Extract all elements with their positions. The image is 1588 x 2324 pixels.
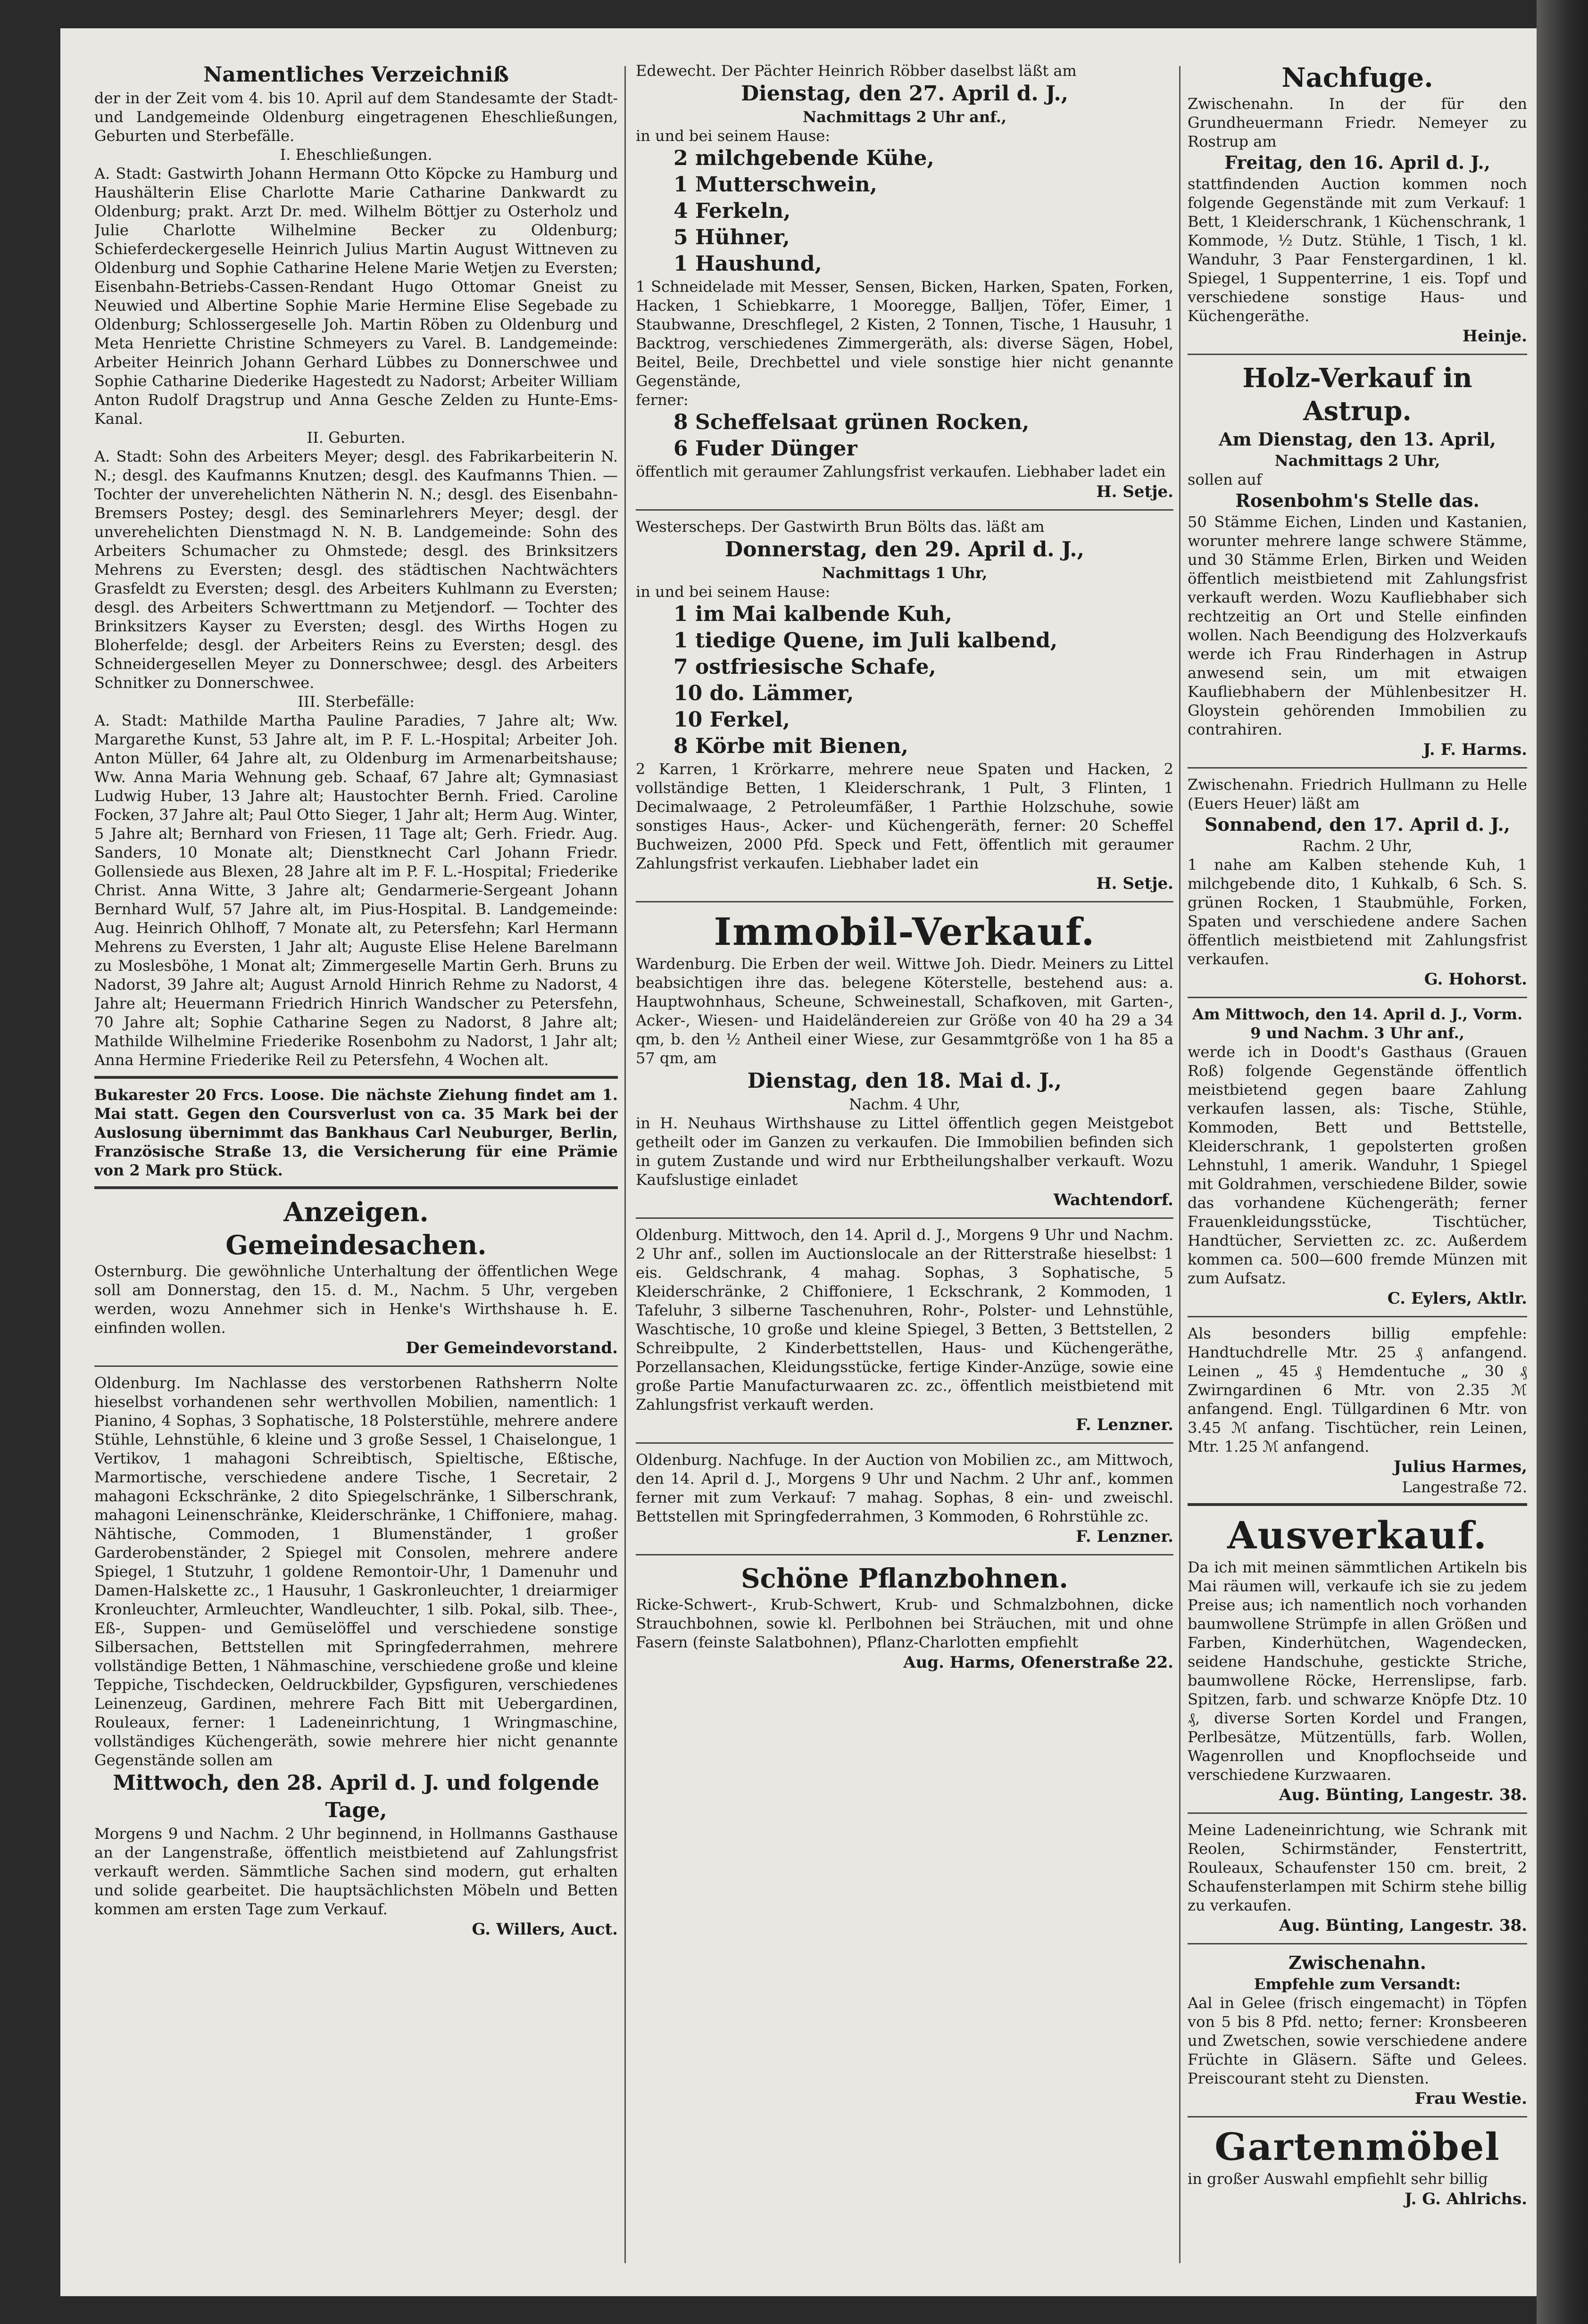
holz-place: Rosenbohm's Stelle das. xyxy=(1235,490,1480,511)
register-section-heading: II. Geburten. xyxy=(307,429,406,447)
list-item: 6 Fuder Dünger xyxy=(673,437,857,461)
register-title: Namentliches Verzeichniß xyxy=(203,63,509,87)
signature: Heinje. xyxy=(1462,327,1527,346)
auction-ferner: ferner: xyxy=(636,391,689,409)
signature: Aug. Harms, Ofenerstraße 22. xyxy=(903,1653,1173,1672)
signature: Aug. Bünting, Langestr. 38. xyxy=(1279,1786,1527,1804)
nachfuge-intro: Zwischenahn. In der für den Grundheuermann Friedr. Nemeyer zu Rostrup am xyxy=(1188,95,1527,150)
signature: Julius Harmes, xyxy=(1394,1457,1527,1476)
signature: H. Setje. xyxy=(1096,482,1173,501)
divider xyxy=(94,1186,618,1189)
column-rule xyxy=(1179,66,1181,2263)
signature: F. Lenzner. xyxy=(1076,1415,1173,1434)
list-item: 8 Körbe mit Bienen, xyxy=(673,734,908,758)
list-item: 8 Scheffelsaat grünen Rocken, xyxy=(673,410,1030,434)
bohnen-heading: Schöne Pflanzbohnen. xyxy=(741,1563,1068,1594)
auction-closing: öffentlich mit geraumer Zahlungsfrist verkaufen. Liebhaber ladet ein xyxy=(636,463,1166,480)
divider xyxy=(94,1365,618,1367)
bukarest-notice: Bukarester 20 Frcs. Loose. Die nächste Ziehung findet am 1. Mai statt. Gegen den Coursverlust von ca. 35 Mark bei der Auslosung übernimmt das Bankhaus Carl Neuburger, Berlin, Französische Straße 13, die Versicherung für eine Prämie von 2 Mark pro Stück. xyxy=(94,1086,618,1179)
signature: H. Setje. xyxy=(1096,874,1173,893)
signature: F. Lenzner. xyxy=(1076,1527,1173,1546)
signature: G. Willers, Auct. xyxy=(472,1920,618,1939)
list-item: 4 Ferkeln, xyxy=(673,199,791,223)
divider xyxy=(1188,997,1527,998)
zwischenahn-details: 1 nahe am Kalben stehende Kuh, 1 milchgebende dito, 1 Kuhkalb, 6 Sch. S. grünen Rocken, 1 Staubmühle, Forken, Spaten und verschiedene andere Sachen öffentlich meistbietend mit Zahlungsfrist verkaufen. xyxy=(1188,856,1527,968)
westerscheps-heading: Westerscheps. Der Gastwirth Brun Bölts das. läßt am xyxy=(636,518,1045,536)
divider xyxy=(636,901,1173,902)
list-item: 1 im Mai kalbende Kuh, xyxy=(673,602,952,626)
column-right xyxy=(1188,61,1527,2277)
auction-date: Sonnabend, den 17. April d. J., xyxy=(1205,814,1510,835)
section-heading-gemeinde: Gemeindesachen. xyxy=(225,1230,487,1261)
edewecht-heading: Edewecht. Der Pächter Heinrich Röbber daselbst läßt am xyxy=(636,62,1077,80)
list-item: 10 Ferkel, xyxy=(673,708,790,732)
immobil-details-2: in H. Neuhaus Wirthshause zu Littel öffentlich gegen Meistgebot getheilt oder im Ganzen zu verkaufen. Die Immobilien befinden sich in gutem Zustande und wird nur Erbtheilungshalber verkauft. Wozu Kaufslustige einladet xyxy=(636,1114,1173,1189)
register-marriages: A. Stadt: Gastwirth Johann Hermann Otto Köpcke zu Hamburg und Haushälterin Elise Charlotte Marie Catharine Dankwardt zu Oldenburg; prakt. Arzt Dr. med. Wilhelm Böttjer zu Osterholz und Julie Charlotte Wilhelmine Becker zu Oldenburg; Schieferdeckergeselle Heinrich Julius Martin August Wittneven zu Oldenburg und Sophie Catharine Helene Marie Wetjen zu Eversten; Eisenbahn-Betriebs-Cassen-Rendant Hugo Ottomar Gneist zu Neuwied und Albertine Sophie Marie Hermine Elise Segebade zu Oldenburg; Schlossergeselle Joh. Martin Röben zu Oldenburg und Meta Henriette Christine Schmeyers zu Varel. B. Landgemeinde: Arbeiter Heinrich Johann Gerhard Lübbes zu Donnerschwee und Sophie Catharine Diederike Hagestedt zu Nadorst; Arbeiter William Anton Rudolf Dragstrup und Anna Gesche Zelden zu Hunte-Ems-Kanal. xyxy=(94,165,618,428)
auction-time: Nachmittags 1 Uhr, xyxy=(822,564,988,582)
immobil-details: Wardenburg. Die Erben der weil. Wittwe Joh. Diedr. Meiners zu Littel beabsichtigen ihre das. belegene Köterstelle, bestehend aus: a. Hauptwohnhaus, Scheune, Schweinestall, Schafkoven, mit Garten-, Acker-, Wiesen- und Haideländereien zur Größe von 40 ha 29 a 34 qm, b. den ½ Antheil einer Wiese, zur Gesammtgröße von 1 ha 85 a 57 qm, am xyxy=(636,955,1173,1067)
divider xyxy=(636,1442,1173,1444)
auction-details: 2 Karren, 1 Krörkarre, mehrere neue Spaten und Hacken, 2 vollständige Betten, 1 Kleiderschrank, 1 Pult, 3 Flinten, 1 Decimalwaage, 2 Petroleumfäßer, 1 Parthie Holzschuhe, sowie sonstiges Haus-, Acker- und Küchengeräth, ferner: 20 Scheffel Buchweizen, 2000 Pfd. Speck und Fett, öffentlich mit geraumer Zahlungsfrist verkaufen. Liebhaber ladet ein xyxy=(636,760,1173,872)
register-section-heading: III. Sterbefälle: xyxy=(298,693,415,711)
signature: Aug. Bünting, Langestr. 38. xyxy=(1279,1916,1527,1935)
divider xyxy=(636,1554,1173,1555)
auction-details: Morgens 9 und Nachm. 2 Uhr beginnend, in Hollmanns Gasthause an der Langenstraße, öffentlich meistbietend auf Zahlungsfrist verkauft werden. Sämmtliche Sachen sind modern, gut erhalten und solide gearbeitet. Die hauptsächlichsten Möbeln und Betten kommen am ersten Tage zum Verkauf. xyxy=(94,1825,618,1918)
zwischenahn2-sub: Empfehle zum Versandt: xyxy=(1254,1975,1461,1993)
signature: G. Hohorst. xyxy=(1424,970,1527,989)
auction-date: Freitag, den 16. April d. J., xyxy=(1224,152,1490,173)
oldenburg-nachfuge-ad: Oldenburg. Nachfuge. In der Auction von Mobilien zc., am Mittwoch, den 14. April d. J., Morgens 9 Uhr und Nachm. 2 Uhr anf., kommen ferner mit zum Verkauf: 7 mahag. Sophas, 8 ein- und zweischl. Bettstellen mit Springfederrahmen, 3 Kommoden, 6 Rohrstühle zc. xyxy=(636,1451,1173,1525)
signature: Frau Westie. xyxy=(1414,2089,1527,2108)
register-intro: der in der Zeit vom 4. bis 10. April auf dem Standesamte der Stadt- und Landgemeinde Oldenburg eingetragenen Eheschließungen, Geburten und Sterbefälle. xyxy=(94,89,618,145)
newspaper-page xyxy=(60,28,1537,2296)
column-rule xyxy=(624,66,626,2263)
auction-date: Mittwoch, den 28. April d. J. und folgende Tage, xyxy=(113,1771,599,1822)
auction-time: Nachm. 4 Uhr, xyxy=(848,1095,961,1113)
holz-sollen: sollen auf xyxy=(1188,471,1262,488)
column-middle xyxy=(636,61,1173,2277)
oldenburg-estate-ad: Oldenburg. Im Nachlasse des verstorbenen Rathsherrn Nolte hieselbst vorhandenen sehr werthvollen Mobilien, namentlich: 1 Pianino, 4 Sophas, 3 Sophatische, 18 Polsterstühle, mehrere andere Stühle, Lehnstühle, 6 kleine und 3 große Sessel, 1 Chaiselongue, 1 Vertikov, 1 mahagoni Schreibtisch, Spieltische, Eßtische, Marmortische, verschiedene andere Tische, 1 Secretair, 2 mahagoni Eckschränke, 2 dito Spiegelschränke, 1 Silberschrank, mahagoni Leinenschränke, Kleiderschränke, 1 Chiffoniere, mahag. Nähtische, Commoden, 1 Blumenständer, 1 großer Garderobenständer, 2 Spiegel mit Consolen, mehrere andere Spiegel, 1 Stutzuhr, 1 goldene Remontoir-Uhr, 1 Damenuhr und Damen-Halskette zc., 1 Hausuhr, 1 Gaskronleuchter, 1 dreiarmiger Kronleuchter, Armleuchter, Wandleuchter, 1 silb. Pokal, silb. Thee-, Eß-, Suppen- und Gemüselöffel und verschiedene sonstige Silbersachen, Bettstellen mit Springfederrahmen, mehrere vollständige Betten, 1 Nähmaschine, verschiedene große und kleine Teppiche, Tischdecken, Oeldruckbilder, Gypsfiguren, verschiedenes Leinenzeug, Gardinen, mehrere Fach Bitt mit Uebergardinen, Rouleaux, ferner: 1 Ladeneinrichtung, 1 Wringmaschine, vollständiges Küchengeräth, sowie mehrere hier nicht genannte Gegenstände sollen am xyxy=(94,1374,618,1769)
divider xyxy=(94,1076,618,1079)
divider xyxy=(1188,1812,1527,1814)
list-item: 1 Mutterschwein, xyxy=(673,173,877,197)
gartenmoebel-details: in großer Auswahl empfiehlt sehr billig xyxy=(1188,2170,1488,2188)
signature: C. Eylers, Aktlr. xyxy=(1387,1289,1527,1308)
nachfuge-heading: Nachfuge. xyxy=(1281,62,1433,93)
signature: J. F. Harms. xyxy=(1423,740,1527,759)
harmes-offer: Als besonders billig empfehle: Handtuchdrelle Mtr. 25 ₰ anfangend. Leinen „ 45 ₰ Hemdentuche „ 30 ₰ Zwirngardinen 6 Mtr. von 2.35 ℳ anfangend. Engl. Tüllgardinen 6 Mtr. von 3.45 ℳ anfang. Tischtücher, rein Leinen, Mtr. 1.25 ℳ anfangend. xyxy=(1188,1324,1527,1456)
divider xyxy=(636,509,1173,511)
auction-time: Nachmittags 2 Uhr, xyxy=(1274,452,1440,470)
divider xyxy=(1188,1316,1527,1317)
ausverkauf-heading: Ausverkauf. xyxy=(1227,1513,1488,1557)
auction-date: Dienstag, den 18. Mai d. J., xyxy=(747,1069,1062,1093)
auction-date: Donnerstag, den 29. April d. J., xyxy=(725,538,1084,562)
auction-location: in und bei seinem Hause: xyxy=(636,127,831,145)
bohnen-details: Ricke-Schwert-, Krub-Schwert, Krub- und Schmalzbohnen, dicke Strauchbohnen, sowie kl. Perlbohnen bei Sträuchen, mit und ohne Fasern (feinste Salatbohnen), Pflanz-Charlotten empfiehlt xyxy=(636,1596,1173,1651)
mittwoch-heading: Am Mittwoch, den 14. April d. J., Vorm. 9 und Nachm. 3 Uhr anf., xyxy=(1192,1005,1523,1042)
immobil-heading: Immobil-Verkauf. xyxy=(714,910,1096,954)
auction-date: Dienstag, den 27. April d. J., xyxy=(740,82,1069,106)
divider xyxy=(1188,1943,1527,1944)
list-item: 7 ostfriesische Schafe, xyxy=(673,655,936,679)
holz-heading: Holz-Verkauf in Astrup. xyxy=(1242,363,1472,427)
list-item: 10 do. Lämmer, xyxy=(673,681,854,705)
register-section-heading: I. Eheschließungen. xyxy=(280,146,432,164)
register-deaths: A. Stadt: Mathilde Martha Pauline Paradies, 7 Jahre alt; Ww. Margarethe Kunst, 53 Jahre alt, im P. F. L.-Hospital; Arbeiter Joh. Anton Müller, 64 Jahre alt, zu Oldenburg im Armenarbeitshause; Ww. Anna Maria Wehnung geb. Schaaf, 67 Jahre alt; Gymnasiast Ludwig Huber, 13 Jahre alt; Haustochter Bernh. Fried. Caroline Focken, 37 Jahre alt; Paul Otto Sieger, 1 Jahr alt; Herm Aug. Winter, 5 Jahre alt; Bernhard von Friesen, 11 Tage alt; Gerh. Friedr. Aug. Sanders, 10 Monate alt; Dienstknecht Carl Johann Friedr. Gollensiede aus Blexen, 28 Jahre alt im P. F. L.-Hospital; Friederike Christ. Anna Witte, 3 Jahre alt; Gendarmerie-Sergeant Johann Bernhard Wulf, 57 Jahre alt, im Pius-Hospital. B. Landgemeinde: Aug. Heinrich Ohlhoff, 7 Monate alt, zu Petersfehn; Karl Hermann Mehrens zu Eversten, 1 Jahr alt; Auguste Elise Helene Barelmann zu Moslesböhe, 1 Monat alt; Zimmergeselle Martin Gerh. Bruns zu Nadorst, 39 Jahre alt; August Arnold Hinrich Rehme zu Nadorst, 4 Jahre alt; Heuermann Friedrich Hinrich Wandscher zu Petersfehn, 70 Jahre alt; Sophie Catharine Segen zu Nadorst, 8 Jahre alt; Mathilde Wilhelmine Friederike Rosenbohm zu Nadorst, 1 Jahr alt; Anna Hermine Friederike Reil zu Petersfehn, 4 Wochen alt. xyxy=(94,711,618,1069)
oldenburg-auction-ad: Oldenburg. Mittwoch, den 14. April d. J., Morgens 9 Uhr und Nachm. 2 Uhr anf., sollen im Auctionslocale an der Ritterstraße hieselbst: 1 eis. Geldschrank, 4 mahag. Sophas, 3 Sophatische, 5 Kleiderschränke, 2 Chiffoniere, 1 Eckschrank, 2 Kommoden, 1 Tafeluhr, 3 silberne Taschenuhren, Rohr-, Polster- und Lehnstühle, Waschtische, 10 große und kleine Spiegel, 3 Betten, 3 Bettstellen, 2 Schreibpulte, 2 Kinderbettstellen, Haus- und Küchengeräthe, Porzellansachen, Kleidungsstücke, fertige Kinder-Anzüge, sowie eine große Partie Manufacturwaaren zc. zc., öffentlich meistbietend mit Zahlungsfrist verkauft werden. xyxy=(636,1226,1173,1414)
auction-time: Nachmittags 2 Uhr anf., xyxy=(802,108,1007,126)
zwischenahn-heading: Zwischenahn. Friedrich Hullmann zu Helle (Euers Heuer) läßt am xyxy=(1188,776,1527,812)
list-item: 5 Hühner, xyxy=(673,225,790,249)
nachfuge-details: stattfindenden Auction kommen noch folgende Gegenstände mit zum Verkauf: 1 Bett, 1 Kleiderschrank, 1 Küchenschrank, 1 Kommode, ½ Dutz. Stühle, 1 Tisch, 1 kl. Wanduhr, 3 Paar Fenstergardinen, 1 kl. Spiegel, 1 Suppenterrine, 1 eis. Topf und verschiedene sonstige Haus- und Küchengeräthe. xyxy=(1188,175,1527,325)
divider xyxy=(1188,1503,1527,1506)
holz-details: 50 Stämme Eichen, Linden und Kastanien, worunter mehrere lange schwere Stämme, und 30 Stämme Erlen, Birken und Weiden öffentlich meistbietend mit Zahlungsfrist verkauft werden. Wozu Kaufliebhaber sich rechtzeitig an Ort und Stelle einfinden wollen. Nach Beendigung des Holzverkaufs werde ich Frau Rinderhagen in Astrup anwesend sein, um mit etwaigen Kaufliebhabern der Mühlenbesitzer H. Gloystein gehörenden Immobilien zu contrahiren. xyxy=(1188,513,1527,738)
section-heading-anzeigen: Anzeigen. xyxy=(283,1197,429,1228)
divider xyxy=(1188,2116,1527,2117)
auction-date: Am Dienstag, den 13. April, xyxy=(1219,429,1496,450)
mittwoch-details: werde ich in Doodt's Gasthaus (Grauen Roß) folgende Gegenstände öffentlich meistbietend gegen baare Zahlung verkaufen lassen, als: Tische, Stühle, Kommoden, Bett und Bettstelle, Kleiderschrank, 1 gepolsterten großen Lehnstuhl, 1 amerik. Wanduhr, 1 Spiegel mit Goldrahmen, verschiedene Bilder, sowie das vorhandene Küchengeräth; ferner Frauenkleidungsstücke, Tischtücher, Handtücher, Servietten zc. zc. Außerdem kommen ca. 500—600 fremde Münzen mit zum Aufsatz. xyxy=(1188,1043,1527,1287)
page-edge xyxy=(1537,0,1588,2324)
gartenmoebel-heading: Gartenmöbel xyxy=(1214,2125,1500,2169)
divider xyxy=(1188,354,1527,355)
zwischenahn2-details: Aal in Gelee (frisch eingemacht) in Töpfen von 5 bis 8 Pfd. netto; ferner: Kronsbeeren und Zwetschen, sowie verschiedene andere Früchte in Gläsern. Säfte und Gelees. Preiscourant steht zu Diensten. xyxy=(1188,1994,1527,2087)
list-item: 1 Haushund, xyxy=(673,252,822,276)
address: Langestraße 72. xyxy=(1402,1478,1527,1496)
divider xyxy=(1188,767,1527,769)
signature: Wachtendorf. xyxy=(1053,1191,1173,1209)
list-item: 1 tiedige Quene, im Juli kalbend, xyxy=(673,629,1058,653)
register-births: A. Stadt: Sohn des Arbeiters Meyer; desgl. des Fabrikarbeiterin N. N.; desgl. des Kaufmanns Knutzen; desgl. des Kaufmanns Thien. — Tochter der unverehelichten Nätherin N. N.; desgl. des Eisenbahn-Bremsers Postey; desgl. des Seminarlehrers Meyer; desgl. der unverehelichten Dienstmagd N. N. B. Landgemeinde: Sohn des Arbeiters Schumacher zu Ohmstede; desgl. des Brinksitzers Mehrens zu Eversten; desgl. des städtischen Nachtwächters Grasfeldt zu Eversten; desgl. des Arbeiters Kuhlmann zu Eversten; desgl. des Arbeiters Schwerttmann zu Metjendorf. — Tochter des Brinksitzers Kayser zu Eversten; desgl. des Wirths Hogen zu Bloherfelde; desgl. der Arbeiters Reins zu Eversten; desgl. des Schneidergesellen Meyer zu Donnerschwee; desgl. des Arbeiters Schnitker zu Donnerschwee. xyxy=(94,447,618,692)
signature: Der Gemeindevorstand. xyxy=(406,1339,618,1357)
auction-time: Rachm. 2 Uhr, xyxy=(1302,837,1413,855)
zwischenahn2-heading: Zwischenahn. xyxy=(1289,1952,1426,1973)
divider xyxy=(636,1217,1173,1219)
signature: J. G. Ahlrichs. xyxy=(1405,2190,1527,2208)
auction-details: 1 Schneidelade mit Messer, Sensen, Bicken, Harken, Spaten, Forken, Hacken, 1 Schiebkarre, 1 Mooregge, Balljen, Töfer, Eimer, 1 Staubwanne, Dreschflegel, 2 Kisten, 2 Tonnen, Tische, 1 Hausuhr, 1 Backtrog, verschiedenes Zimmergeräth, als: diverse Sägen, Hobel, Beitel, Beile, Drechbettel und viele sonstige hier nicht genannte Gegenstände, xyxy=(636,278,1173,390)
ausverkauf-details: Da ich mit meinen sämmtlichen Artikeln bis Mai räumen will, verkaufe ich sie zu jedem Preise aus; ich namentlich noch vorhanden baumwollene Strümpfe in allen Größen und Farben, Kinderhütchen, Wagendecken, seidene Handschuhe, gestickte Striche, baumwollene Röcke, Herrenslipse, farb. Spitzen, farb. und schwarze Knöpfe Dtz. 10 ₰, diverse Sorten Kordel und Frangen, Perlbesätze, Mützentülls, farb. Wollen, Wagenrollen und Knopflochseide und verschiedene Kurzwaaren. xyxy=(1188,1558,1527,1784)
column-left xyxy=(94,61,618,2277)
list-item: 2 milchgebende Kühe, xyxy=(673,146,934,170)
auction-location: in und bei seinem Hause: xyxy=(636,583,831,601)
osternburg-notice: Osternburg. Die gewöhnliche Unterhaltung der öffentlichen Wege soll am Donnerstag, den 15. d. M., Nachm. 5 Uhr, vergeben werden, wozu Annehmer sich in Henke's Wirthshause h. E. einfinden wollen. xyxy=(94,1262,618,1337)
laden-details: Meine Ladeneinrichtung, wie Schrank mit Reolen, Schirmständer, Fenstertritt, Rouleaux, Schaufenster 150 cm. breit, 2 Schaufensterlampen mit Schirm stehe billig zu verkaufen. xyxy=(1188,1821,1527,1914)
